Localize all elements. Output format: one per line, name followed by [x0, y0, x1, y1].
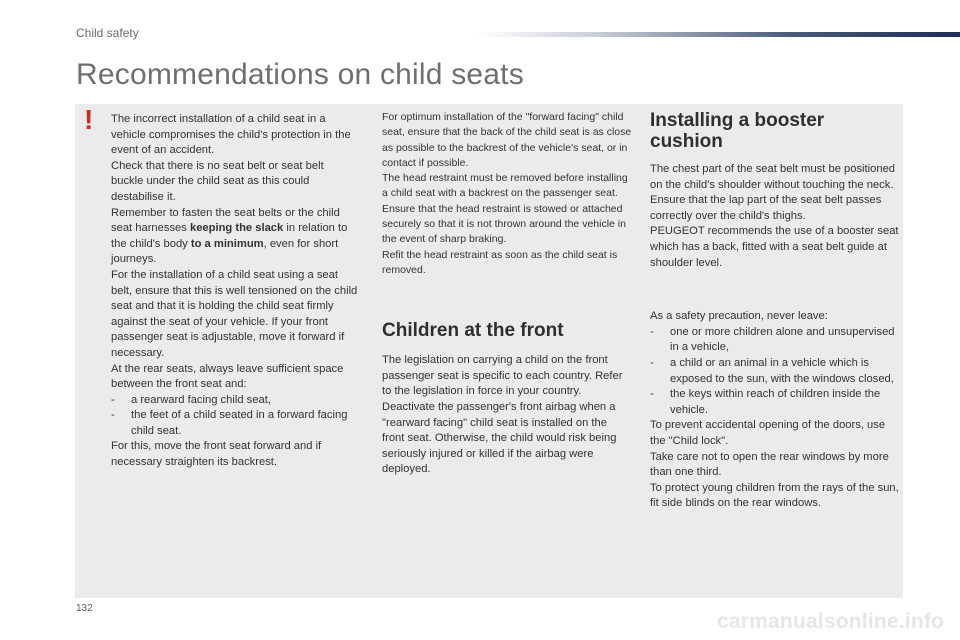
- children-front-heading: Children at the front: [382, 320, 564, 342]
- exclamation-icon: !: [84, 104, 94, 135]
- body-paragraph: Take care not to open the rear windows by more than one third.: [650, 450, 889, 479]
- page-number: 132: [76, 603, 93, 614]
- watermark: carmanualsonline.info: [717, 610, 945, 633]
- right-column: [650, 110, 900, 512]
- body-paragraph: The head restraint must be removed before installing a child seat with a backrest on the passenger seat.: [382, 172, 628, 200]
- dash-item: - the feet of a child seated in a forward facing child seat.: [111, 408, 359, 439]
- middle-column: [382, 110, 632, 478]
- dash-text: one or more children alone and unsupervised in a vehicle,: [670, 325, 895, 354]
- emphasis-text: to a minimum: [190, 237, 264, 250]
- warning-paragraph: For the installation of a child seat using a seat belt, ensure that this is well tensioned on the child seat and that it is holding the child seat firmly against the seat of your vehicle. If your front passenger seat is adjustable, move it forward if necessary.: [111, 268, 358, 359]
- body-paragraph: Deactivate the passenger's front airbag when a "rearward facing" child seat is installed on the front seat. Otherwise, the child would risk being seriously injured or killed if the airbag were deployed.: [382, 401, 617, 476]
- dash-text: a rearward facing child seat,: [131, 393, 271, 406]
- text-run: , even for short journeys.: [111, 237, 339, 266]
- section-label: Child safety: [76, 26, 139, 40]
- body-paragraph: Ensure that the lap part of the seat belt passes correctly over the child's thighs.: [650, 194, 882, 222]
- dash-item: - a child or an animal in a vehicle which is exposed to the sun, with the windows closed,: [650, 356, 900, 387]
- emphasis-text: keeping the slack: [189, 222, 284, 235]
- dash-item: - the keys within reach of children inside the vehicle.: [650, 387, 900, 418]
- warning-paragraph: [111, 206, 359, 268]
- dash-item: - a rearward facing child seat,: [111, 393, 359, 409]
- page-title: Recommendations on child seats: [76, 58, 524, 91]
- dash-text: the feet of a child seated in a forward facing child seat.: [131, 409, 348, 437]
- body-paragraph: As a safety precaution, never leave:: [650, 310, 828, 323]
- body-paragraph: Ensure that the head restraint is stowed or attached securely so that it is not thrown around the vehicle in the event of sharp braking.: [382, 202, 626, 246]
- dash-item: - one or more children alone and unsupervised in a vehicle,: [650, 325, 900, 356]
- dash-text: a child or an animal in a vehicle which is exposed to the sun, with the windows closed,: [670, 356, 894, 385]
- body-paragraph: To protect young children from the rays of the sun, fit side blinds on the rear windows.: [650, 481, 899, 510]
- header-bar: [476, 32, 960, 37]
- dash-text: the keys within reach of children inside the vehicle.: [670, 388, 881, 416]
- warning-paragraph: At the rear seats, always leave sufficient space between the front seat and:: [111, 362, 344, 391]
- body-paragraph: For optimum installation of the "forward facing" child seat, ensure that the back of the child seat is as close as possible to the backrest of the vehicle's seat, or in contact if possible.: [382, 111, 632, 169]
- body-paragraph: Refit the head restraint as soon as the child seat is removed.: [382, 248, 618, 276]
- warning-paragraph: For this, move the front seat forward and if necessary straighten its backrest.: [111, 440, 322, 469]
- warning-paragraph: The incorrect installation of a child seat in a vehicle compromises the child's protection in the event of an accident.: [111, 113, 351, 157]
- body-paragraph: To prevent accidental opening of the doors, use the "Child lock".: [650, 419, 886, 447]
- text-run: in relation to the child's body: [111, 222, 348, 250]
- warning-column: [111, 112, 359, 471]
- body-paragraph: The legislation on carrying a child on the front passenger seat is specific to each country. Refer to the legislation in force in your country.: [382, 354, 623, 398]
- body-paragraph: PEUGEOT recommends the use of a booster seat which has a back, fitted with a seat belt guide at shoulder level.: [650, 225, 899, 269]
- text-run: Remember to fasten the seat belts or the child seat harnesses: [111, 206, 340, 235]
- warning-paragraph: Check that there is no seat belt or seat belt buckle under the child seat as this could destabilise it.: [111, 159, 324, 203]
- booster-heading: Installing a booster cushion: [650, 110, 825, 152]
- body-paragraph: The chest part of the seat belt must be positioned on the child's shoulder without touching the neck.: [650, 163, 896, 191]
